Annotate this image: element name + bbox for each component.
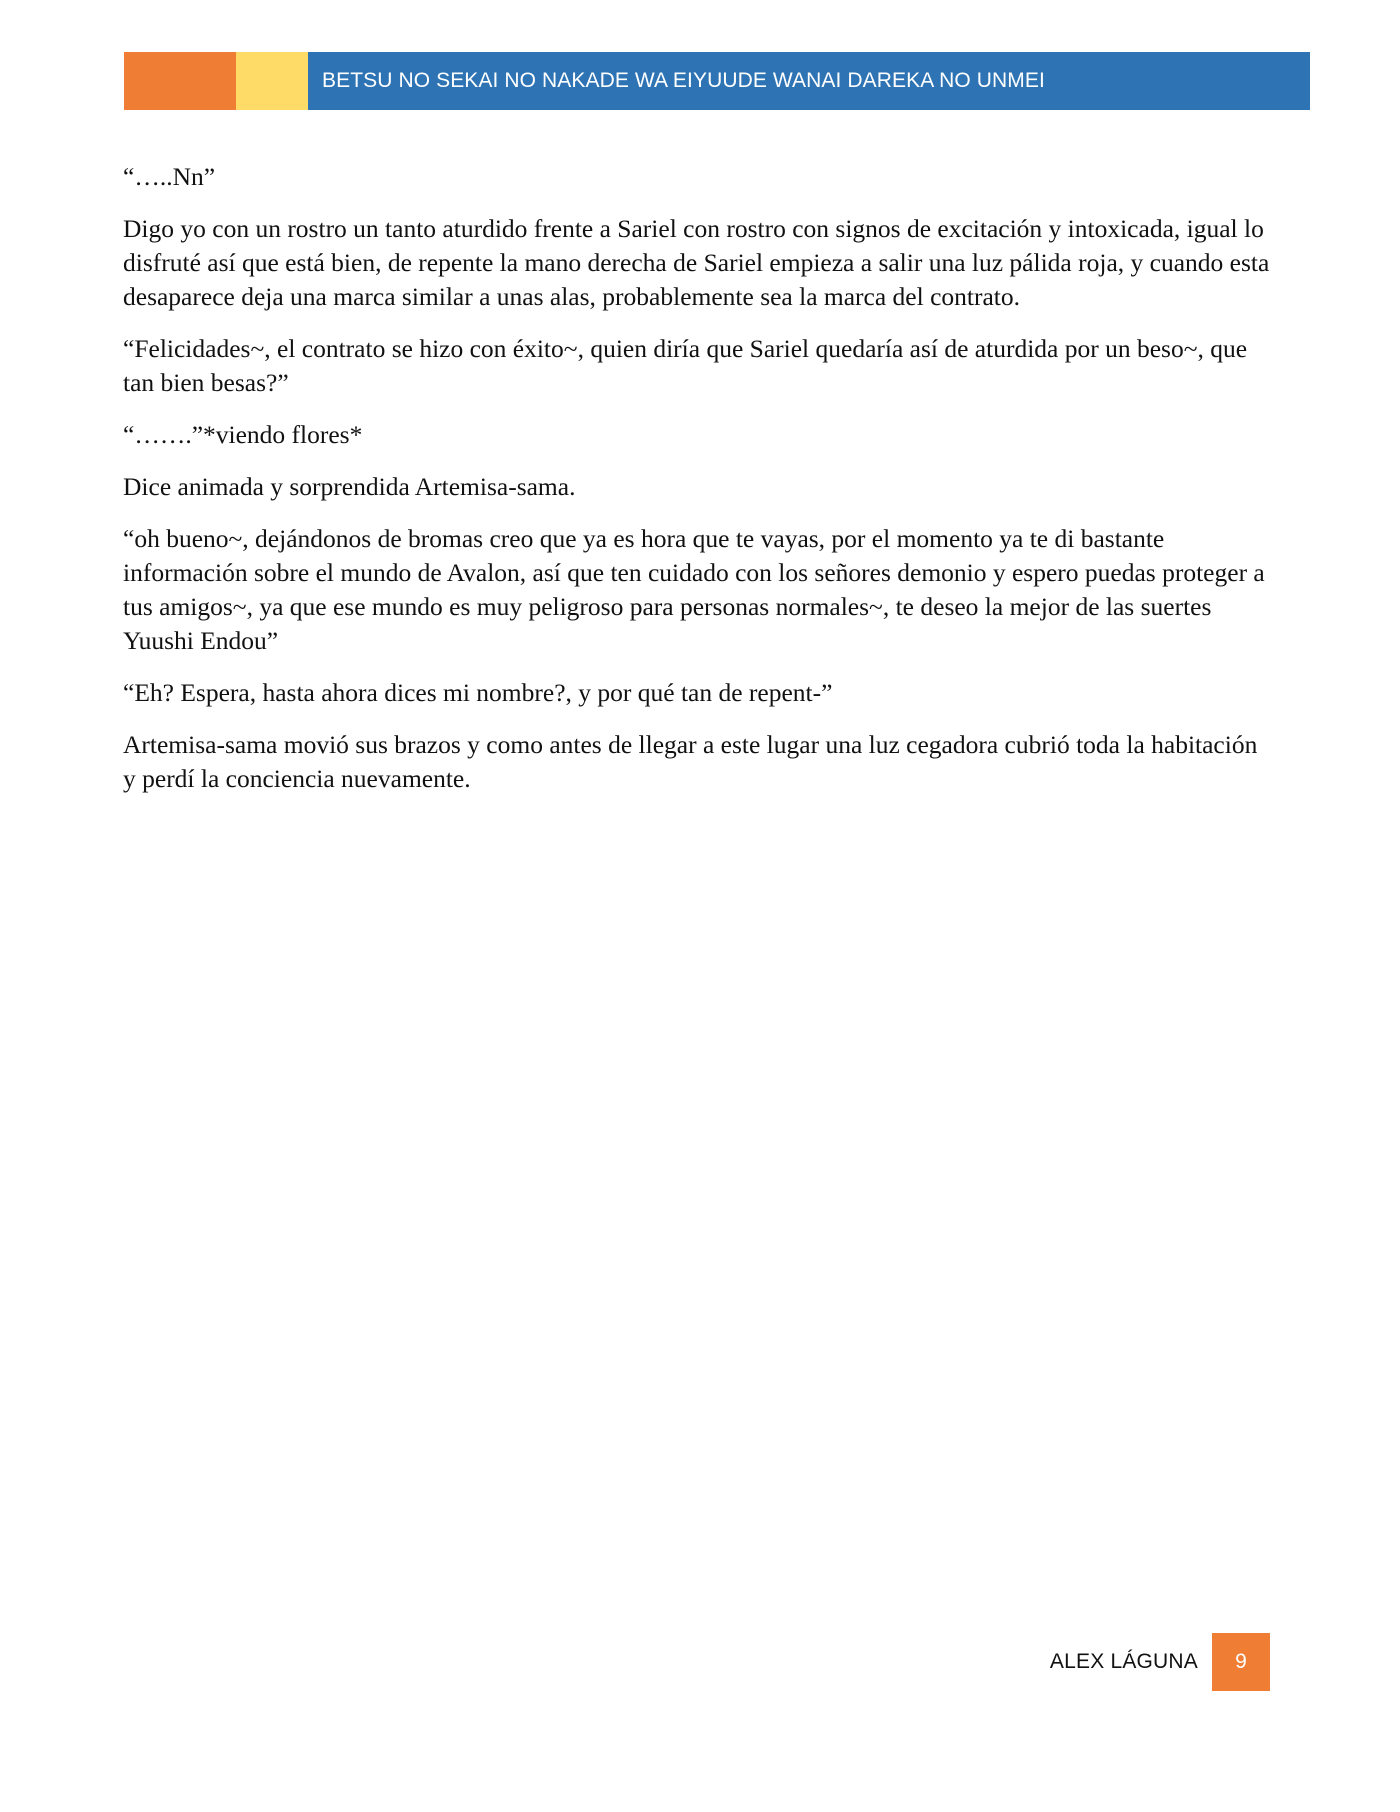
paragraph: “oh bueno~, dejándonos de bromas creo que ya es hora que te vayas, por el momento ya te di bastante información sobre el mundo de Avalon, así que ten cuidado con los señores demonio y espero puedas proteger a tus amigos~, ya que ese mundo es muy peligroso para personas normales~, te deseo la mejor de las suertes Yuushi Endou”: [123, 524, 1265, 655]
paragraph: “…….”*viendo flores*: [123, 420, 363, 449]
paragraph: “…..Nn”: [123, 162, 216, 191]
paragraph: “Eh? Espera, hasta ahora dices mi nombre?, y por qué tan de repent-”: [123, 678, 833, 707]
page-number: 9: [1212, 1633, 1270, 1691]
footer-author: ALEX LÁGUNA: [1049, 1650, 1198, 1673]
header-title: BETSU NO SEKAI NO NAKADE WA EIYUUDE WANAI DAREKA NO UNMEI: [322, 69, 1045, 92]
paragraph: Dice animada y sorprendida Artemisa-sama.: [123, 472, 576, 501]
page-body: [123, 160, 1273, 814]
page-footer: [0, 1633, 1270, 1691]
header-yellow-block: [236, 52, 308, 110]
paragraph: “Felicidades~, el contrato se hizo con éxito~, quien diría que Sariel quedaría así de aturdida por un beso~, que tan bien besas?”: [123, 334, 1248, 397]
paragraph: Artemisa-sama movió sus brazos y como antes de llegar a este lugar una luz cegadora cubrió toda la habitación y perdí la conciencia nuevamente.: [123, 730, 1258, 793]
page-header: [124, 52, 1310, 110]
header-title-bar: [308, 52, 1310, 110]
paragraph: Digo yo con un rostro un tanto aturdido frente a Sariel con rostro con signos de excitación y intoxicada, igual lo disfruté así que está bien, de repente la mano derecha de Sariel empieza a salir una luz pálida roja, y cuando esta desaparece deja una marca similar a unas alas, probablemente sea la marca del contrato.: [123, 214, 1270, 311]
header-orange-block: [124, 52, 236, 110]
